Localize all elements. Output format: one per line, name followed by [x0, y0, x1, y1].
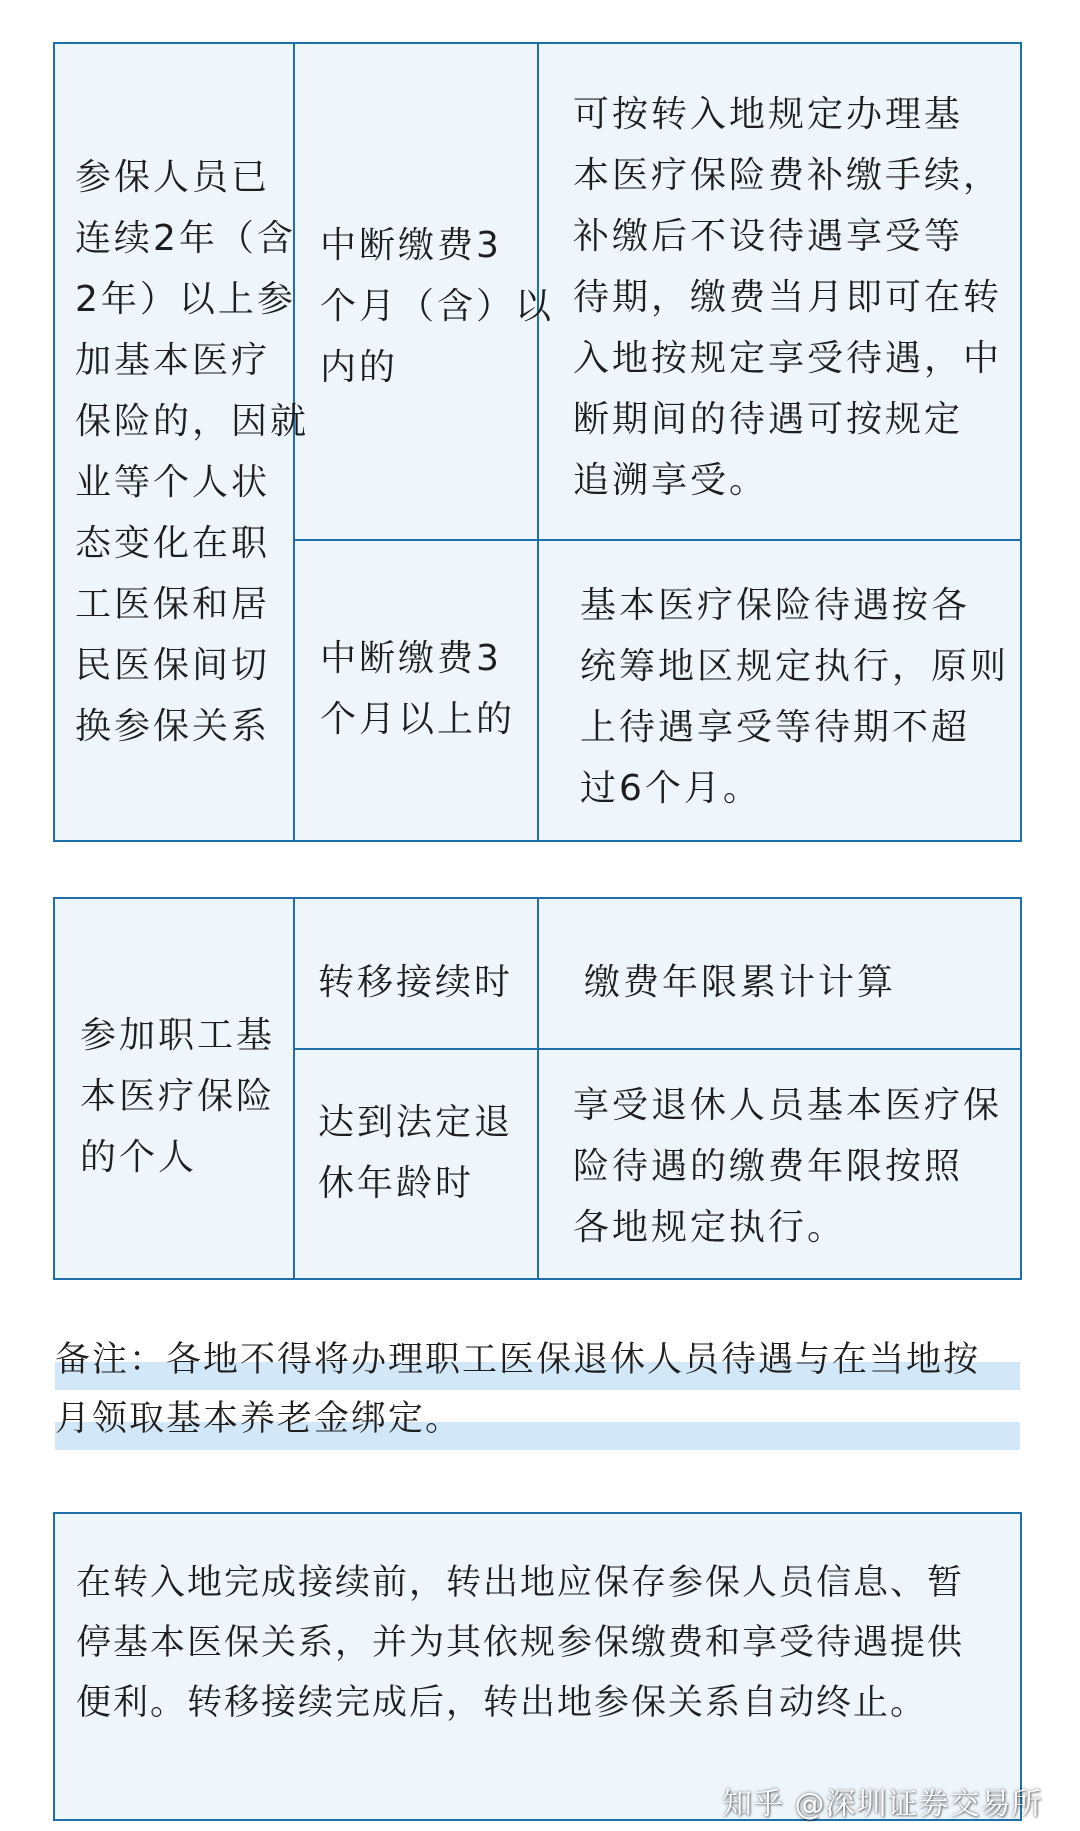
table2-row1-policy: 缴费年限累计计算 [584, 962, 897, 1003]
table2-row2-policy: 享受退休人员基本医疗保 险待遇的缴费年限按照 各地规定执行。 [573, 1085, 1003, 1248]
table1-applicant-description: 参保人员已 连续2年（含 2年）以上参 加基本医疗 保险的，因就 业等个人状 态变化在职 工医保和居 民医保间切 换参保关系 [75, 157, 310, 747]
table1-row1-condition: 中断缴费3 个月（含）以 内的 [320, 225, 555, 388]
table1-row2-condition: 中断缴费3 个月以上的 [320, 638, 516, 740]
table2-row2-condition: 达到法定退 休年龄时 [318, 1102, 514, 1204]
table2-row1-condition: 转移接续时 [318, 962, 514, 1003]
table1-row2-policy: 基本医疗保险待遇按各 统筹地区规定执行，原则 上待遇享受等待期不超 过6个月。 [580, 585, 1010, 809]
table2-applicant-description: 参加职工基 本医疗保险 的个人 [80, 1015, 276, 1178]
note-text: 备注：各地不得将办理职工医保退休人员待遇与在当地按 月领取基本养老金绑定。 [55, 1340, 981, 1439]
watermark: 知乎 @深圳证券交易所 [722, 1787, 1043, 1822]
transfer-notice-text: 在转入地完成接续前，转出地应保存参保人员信息、暂 停基本医保关系，并为其依规参保缴费和享受待遇提供 便利。转移接续完成后，转出地参保关系自动终止。 [76, 1563, 965, 1723]
table1-row1-policy: 可按转入地规定办理基 本医疗保险费补缴手续， 补缴后不设待遇享受等 待期，缴费当月即可在转 入地按规定享受待遇，中 断期间的待遇可按规定 追溯享受。 [573, 94, 1003, 501]
